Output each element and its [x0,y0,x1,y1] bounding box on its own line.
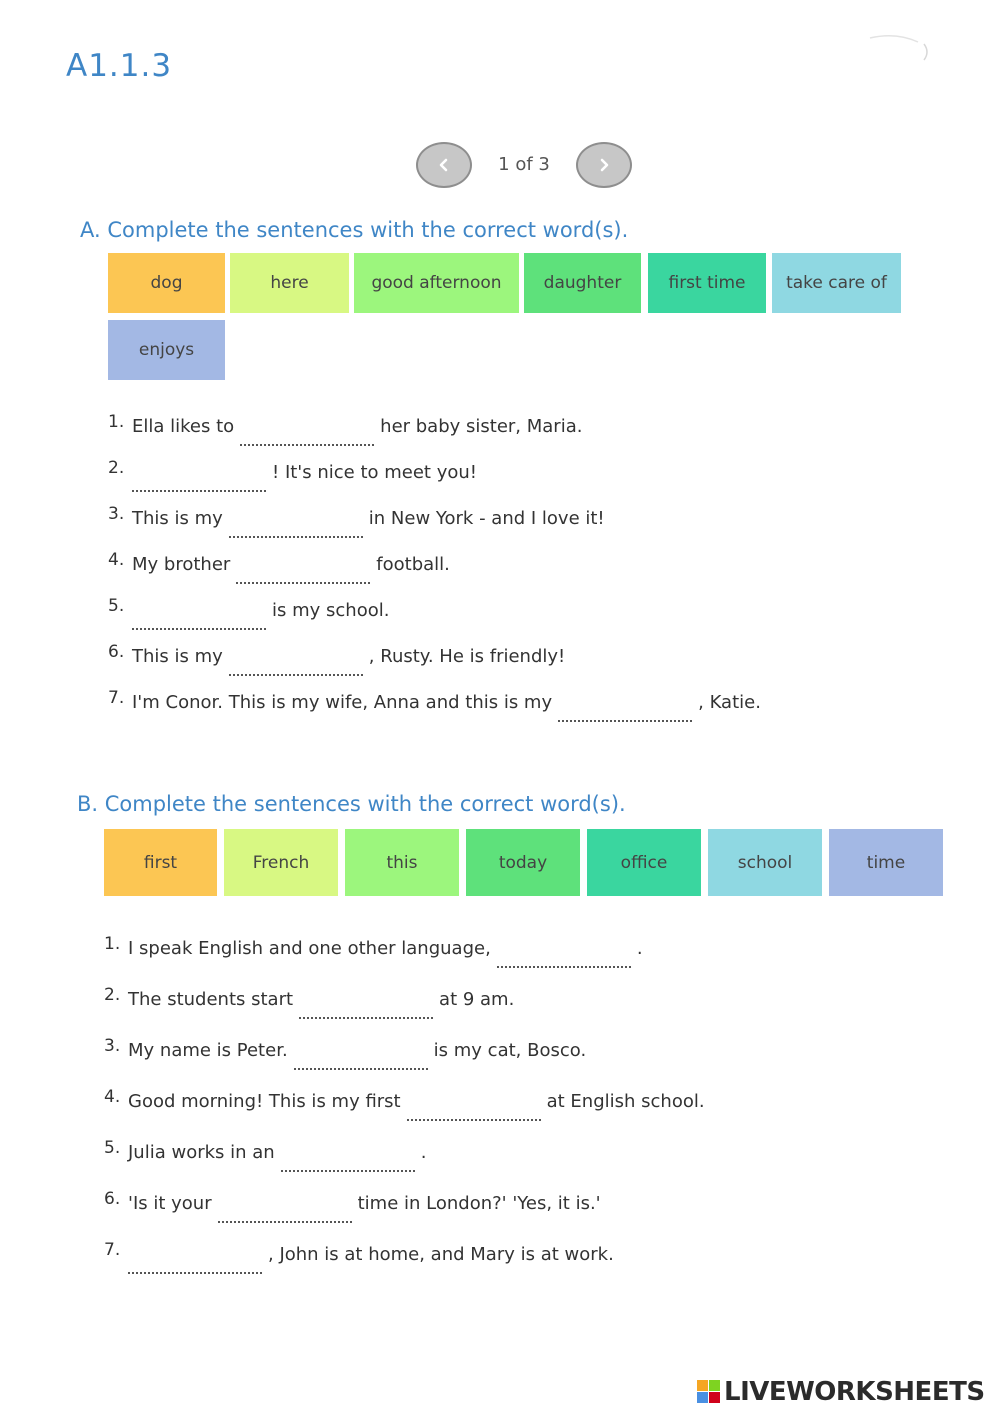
chevron-right-icon [597,158,611,172]
sentence-text-before: 'Is it your [128,1193,212,1214]
sentence-number: 6. [104,1189,121,1209]
sentence-number: 2. [104,985,121,1005]
worksheet-title: A1.1.3 [66,48,173,84]
sentence-text-after: is my school. [272,600,390,621]
word-chip-here[interactable]: here [230,253,349,313]
page-indicator: 1 of 3 [498,154,550,175]
sentence-text-after: , John is at home, and Mary is at work. [268,1244,614,1265]
sentence-number: 3. [108,504,125,524]
answer-blank[interactable] [218,1199,352,1223]
sentence-text-before: Julia works in an [128,1142,275,1163]
answer-blank[interactable] [240,422,374,446]
word-chip-first[interactable]: first [104,829,217,896]
word-chip-daughter[interactable]: daughter [524,253,641,313]
next-page-button[interactable] [576,142,632,188]
word-chip-french[interactable]: French [224,829,338,896]
answer-blank[interactable] [294,1046,428,1070]
word-chip-good-afternoon[interactable]: good afternoon [354,253,519,313]
sentence-text-before: I'm Conor. This is my wife, Anna and this is my [132,692,553,713]
word-chip-first-time[interactable]: first time [648,253,766,313]
previous-page-button[interactable] [416,142,472,188]
liveworksheets-wordmark: LIVEWORKSHEETS [724,1377,985,1407]
corner-decoration [866,30,932,64]
sentence-number: 5. [108,596,125,616]
word-chip-today[interactable]: today [466,829,580,896]
sentence-text-after: , Katie. [698,692,761,713]
word-chip-school[interactable]: school [708,829,822,896]
sentence-number: 7. [104,1240,121,1260]
liveworksheets-logo-icon [697,1380,721,1404]
sentence-text-before: Good morning! This is my first [128,1091,401,1112]
sentence-number: 4. [104,1087,121,1107]
word-chip-enjoys[interactable]: enjoys [108,320,225,380]
answer-blank[interactable] [236,560,370,584]
pager [416,142,636,192]
sentence-text-before: This is my [132,508,223,529]
sentence-text-before: Ella likes to [132,416,235,437]
sentence-number: 1. [108,412,125,432]
word-chip-time[interactable]: time [829,829,943,896]
sentence-text-after: time in London?' 'Yes, it is.' [357,1193,601,1214]
sentence-text-before: My name is Peter. [128,1040,288,1061]
sentence-text-after: . [420,1142,427,1163]
sentence-text-before: This is my [132,646,223,667]
sentence-text-after: ! It's nice to meet you! [272,462,477,483]
sentence-text-before: I speak English and one other language, [128,938,491,959]
sentence-text-after: football. [376,554,450,575]
sentence-text-after: , Rusty. He is friendly! [368,646,566,667]
answer-blank[interactable] [132,606,266,630]
sentence-text-after: her baby sister, Maria. [380,416,583,437]
chevron-left-icon [437,158,451,172]
answer-blank[interactable] [299,995,433,1019]
answer-blank[interactable] [229,514,363,538]
sentence-text-after: . [636,938,643,959]
sentence-text-after: at 9 am. [439,989,515,1010]
section-b-heading: B. Complete the sentences with the correct word(s). [77,792,626,816]
answer-blank[interactable] [281,1148,415,1172]
sentence-number: 2. [108,458,125,478]
answer-blank[interactable] [128,1250,262,1274]
section-a-heading: A. Complete the sentences with the correct word(s). [80,218,629,242]
word-chip-this[interactable]: this [345,829,459,896]
sentence-number: 6. [108,642,125,662]
answer-blank[interactable] [407,1097,541,1121]
sentence-number: 3. [104,1036,121,1056]
sentence-text-after: is my cat, Bosco. [433,1040,587,1061]
answer-blank[interactable] [558,698,692,722]
sentence-number: 7. [108,688,125,708]
sentence-text-after: in New York - and I love it! [368,508,605,529]
word-chip-office[interactable]: office [587,829,701,896]
word-chip-dog[interactable]: dog [108,253,225,313]
answer-blank[interactable] [229,652,363,676]
answer-blank[interactable] [497,944,631,968]
sentence-text-after: at English school. [546,1091,705,1112]
word-chip-take-care-of[interactable]: take care of [772,253,901,313]
sentence-number: 5. [104,1138,121,1158]
sentence-number: 1. [104,934,121,954]
sentence-text-before: The students start [128,989,294,1010]
sentence-number: 4. [108,550,125,570]
liveworksheets-logo[interactable] [697,1377,985,1407]
sentence-text-before: My brother [132,554,231,575]
answer-blank[interactable] [132,468,266,492]
